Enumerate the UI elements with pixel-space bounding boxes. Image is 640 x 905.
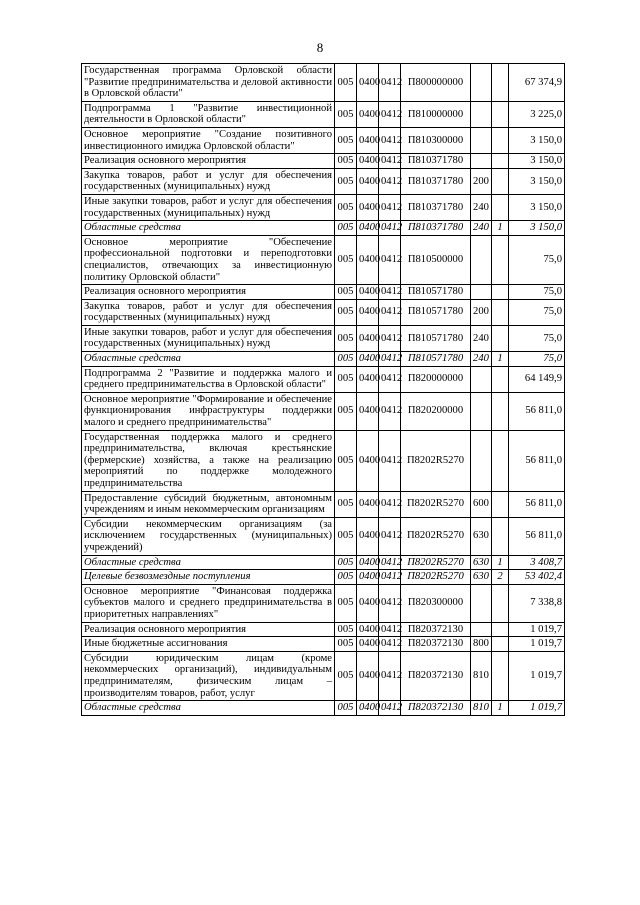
amount-cell: 3 150,0 <box>509 127 565 153</box>
target-article-cell: П800000000 <box>401 64 471 102</box>
expense-type-cell <box>471 622 492 637</box>
subsection-code-cell: 0412 <box>379 555 401 570</box>
ministry-code-cell: 005 <box>335 555 357 570</box>
funding-source-cell <box>492 101 509 127</box>
subsection-code-cell: 0412 <box>379 299 401 325</box>
section-code-cell: 0400 <box>357 701 379 716</box>
amount-cell: 3 150,0 <box>509 221 565 236</box>
amount-cell: 75,0 <box>509 325 565 351</box>
page-number: 8 <box>316 40 324 55</box>
expense-type-cell: 200 <box>471 299 492 325</box>
table-row <box>82 701 565 716</box>
funding-source-cell <box>492 168 509 194</box>
subsection-code-cell: 0412 <box>379 570 401 585</box>
table-row <box>82 491 565 517</box>
section-code-cell: 0400 <box>357 325 379 351</box>
section-code-cell: 0400 <box>357 366 379 392</box>
table-row <box>82 517 565 555</box>
funding-source-cell: 2 <box>492 570 509 585</box>
section-code-cell: 0400 <box>357 235 379 284</box>
ministry-code-cell: 005 <box>335 491 357 517</box>
row-name-cell: Областные средства <box>82 221 335 236</box>
expense-type-cell <box>471 154 492 169</box>
expense-type-cell: 240 <box>471 325 492 351</box>
table-row <box>82 392 565 430</box>
expense-type-cell: 240 <box>471 221 492 236</box>
table-row <box>82 570 565 585</box>
row-name-cell: Подпрограмма 1 "Развитие инвестиционной деятельности в Орловской области" <box>82 101 335 127</box>
row-name-cell: Реализация основного мероприятия <box>82 285 335 300</box>
target-article-cell: П8202R5270 <box>401 430 471 491</box>
row-name-cell: Закупка товаров, работ и услуг для обеспечения государственных (муниципальных) нужд <box>82 168 335 194</box>
ministry-code-cell: 005 <box>335 352 357 367</box>
subsection-code-cell: 0412 <box>379 517 401 555</box>
target-article-cell: П810571780 <box>401 299 471 325</box>
target-article-cell: П8202R5270 <box>401 570 471 585</box>
table-row <box>82 194 565 220</box>
table-row <box>82 235 565 284</box>
ministry-code-cell: 005 <box>335 637 357 652</box>
row-name-cell: Иные закупки товаров, работ и услуг для обеспечения государственных (муниципальных) нужд <box>82 194 335 220</box>
row-name-cell: Реализация основного мероприятия <box>82 154 335 169</box>
amount-cell: 1 019,7 <box>509 622 565 637</box>
row-name-cell: Субсидии некоммерческим организациям (за исключением государственных (муниципальных) учреждений) <box>82 517 335 555</box>
amount-cell: 75,0 <box>509 299 565 325</box>
amount-cell: 1 019,7 <box>509 651 565 700</box>
ministry-code-cell: 005 <box>335 366 357 392</box>
funding-source-cell <box>492 325 509 351</box>
funding-source-cell: 1 <box>492 352 509 367</box>
expense-type-cell <box>471 392 492 430</box>
row-name-cell: Основное мероприятие "Создание позитивного инвестиционного имиджа Орловской области" <box>82 127 335 153</box>
ministry-code-cell: 005 <box>335 101 357 127</box>
amount-cell: 56 811,0 <box>509 430 565 491</box>
table-row <box>82 221 565 236</box>
section-code-cell: 0400 <box>357 299 379 325</box>
funding-source-cell: 1 <box>492 701 509 716</box>
amount-cell: 67 374,9 <box>509 64 565 102</box>
section-code-cell: 0400 <box>357 221 379 236</box>
row-name-cell: Предоставление субсидий бюджетным, автономным учреждениям и иным некоммерческим организациям <box>82 491 335 517</box>
row-name-cell: Областные средства <box>82 352 335 367</box>
section-code-cell: 0400 <box>357 392 379 430</box>
section-code-cell: 0400 <box>357 637 379 652</box>
amount-cell: 3 225,0 <box>509 101 565 127</box>
row-name-cell: Закупка товаров, работ и услуг для обеспечения государственных (муниципальных) нужд <box>82 299 335 325</box>
target-article-cell: П820372130 <box>401 637 471 652</box>
amount-cell: 53 402,4 <box>509 570 565 585</box>
subsection-code-cell: 0412 <box>379 101 401 127</box>
budget-table <box>81 63 565 716</box>
expense-type-cell <box>471 366 492 392</box>
amount-cell: 75,0 <box>509 352 565 367</box>
ministry-code-cell: 005 <box>335 570 357 585</box>
expense-type-cell <box>471 430 492 491</box>
amount-cell: 7 338,8 <box>509 584 565 622</box>
table-row <box>82 285 565 300</box>
budget-table-body <box>82 64 565 716</box>
target-article-cell: П810371780 <box>401 168 471 194</box>
target-article-cell: П810571780 <box>401 325 471 351</box>
amount-cell: 3 150,0 <box>509 154 565 169</box>
target-article-cell: П810571780 <box>401 285 471 300</box>
target-article-cell: П820372130 <box>401 701 471 716</box>
section-code-cell: 0400 <box>357 154 379 169</box>
target-article-cell: П810371780 <box>401 194 471 220</box>
target-article-cell: П8202R5270 <box>401 555 471 570</box>
funding-source-cell <box>492 637 509 652</box>
ministry-code-cell: 005 <box>335 584 357 622</box>
subsection-code-cell: 0412 <box>379 430 401 491</box>
section-code-cell: 0400 <box>357 194 379 220</box>
table-row <box>82 154 565 169</box>
section-code-cell: 0400 <box>357 622 379 637</box>
section-code-cell: 0400 <box>357 570 379 585</box>
funding-source-cell <box>492 392 509 430</box>
table-row <box>82 168 565 194</box>
ministry-code-cell: 005 <box>335 64 357 102</box>
expense-type-cell <box>471 285 492 300</box>
expense-type-cell <box>471 584 492 622</box>
row-name-cell: Основное мероприятие "Финансовая поддержка субъектов малого и среднего предпринимательства в приоритетных направлениях" <box>82 584 335 622</box>
ministry-code-cell: 005 <box>335 701 357 716</box>
amount-cell: 3 150,0 <box>509 194 565 220</box>
subsection-code-cell: 0412 <box>379 701 401 716</box>
row-name-cell: Основное мероприятие "Обеспечение профессиональной подготовки и переподготовки специалистов, отвечающих за инвестиционную политику Орловской области" <box>82 235 335 284</box>
expense-type-cell <box>471 127 492 153</box>
ministry-code-cell: 005 <box>335 154 357 169</box>
amount-cell: 64 149,9 <box>509 366 565 392</box>
funding-source-cell <box>492 491 509 517</box>
target-article-cell: П820372130 <box>401 651 471 700</box>
funding-source-cell <box>492 517 509 555</box>
funding-source-cell <box>492 430 509 491</box>
target-article-cell: П820372130 <box>401 622 471 637</box>
table-row <box>82 64 565 102</box>
subsection-code-cell: 0412 <box>379 325 401 351</box>
table-row <box>82 352 565 367</box>
ministry-code-cell: 005 <box>335 325 357 351</box>
target-article-cell: П820000000 <box>401 366 471 392</box>
subsection-code-cell: 0412 <box>379 285 401 300</box>
target-article-cell: П810371780 <box>401 221 471 236</box>
expense-type-cell: 810 <box>471 701 492 716</box>
expense-type-cell: 600 <box>471 491 492 517</box>
subsection-code-cell: 0412 <box>379 651 401 700</box>
target-article-cell: П810300000 <box>401 127 471 153</box>
ministry-code-cell: 005 <box>335 127 357 153</box>
funding-source-cell <box>492 299 509 325</box>
subsection-code-cell: 0412 <box>379 194 401 220</box>
ministry-code-cell: 005 <box>335 299 357 325</box>
funding-source-cell <box>492 584 509 622</box>
ministry-code-cell: 005 <box>335 235 357 284</box>
amount-cell: 1 019,7 <box>509 701 565 716</box>
ministry-code-cell: 005 <box>335 392 357 430</box>
funding-source-cell <box>492 235 509 284</box>
target-article-cell: П820300000 <box>401 584 471 622</box>
expense-type-cell: 810 <box>471 651 492 700</box>
amount-cell: 75,0 <box>509 235 565 284</box>
ministry-code-cell: 005 <box>335 517 357 555</box>
funding-source-cell <box>492 622 509 637</box>
expense-type-cell <box>471 64 492 102</box>
funding-source-cell <box>492 651 509 700</box>
expense-type-cell: 200 <box>471 168 492 194</box>
target-article-cell: П8202R5270 <box>401 517 471 555</box>
expense-type-cell: 240 <box>471 352 492 367</box>
subsection-code-cell: 0412 <box>379 392 401 430</box>
row-name-cell: Иные бюджетные ассигнования <box>82 637 335 652</box>
table-row <box>82 325 565 351</box>
ministry-code-cell: 005 <box>335 221 357 236</box>
section-code-cell: 0400 <box>357 64 379 102</box>
table-row <box>82 430 565 491</box>
subsection-code-cell: 0412 <box>379 366 401 392</box>
subsection-code-cell: 0412 <box>379 584 401 622</box>
row-name-cell: Целевые безвозмездные поступления <box>82 570 335 585</box>
table-row <box>82 651 565 700</box>
expense-type-cell: 800 <box>471 637 492 652</box>
row-name-cell: Государственная поддержка малого и среднего предпринимательства, включая крестьянские (фермерские) хозяйства, а также на реализацию мероприятий по поддержке молодежного предпринимательства <box>82 430 335 491</box>
subsection-code-cell: 0412 <box>379 127 401 153</box>
subsection-code-cell: 0412 <box>379 168 401 194</box>
target-article-cell: П810500000 <box>401 235 471 284</box>
section-code-cell: 0400 <box>357 168 379 194</box>
ministry-code-cell: 005 <box>335 651 357 700</box>
expense-type-cell <box>471 235 492 284</box>
table-row <box>82 637 565 652</box>
subsection-code-cell: 0412 <box>379 352 401 367</box>
funding-source-cell <box>492 366 509 392</box>
row-name-cell: Областные средства <box>82 701 335 716</box>
target-article-cell: П820200000 <box>401 392 471 430</box>
amount-cell: 3 408,7 <box>509 555 565 570</box>
table-row <box>82 366 565 392</box>
section-code-cell: 0400 <box>357 352 379 367</box>
amount-cell: 3 150,0 <box>509 168 565 194</box>
subsection-code-cell: 0412 <box>379 491 401 517</box>
row-name-cell: Подпрограмма 2 "Развитие и поддержка малого и среднего предпринимательства в Орловской области" <box>82 366 335 392</box>
target-article-cell: П810371780 <box>401 154 471 169</box>
row-name-cell: Субсидии юридическим лицам (кроме некоммерческих организаций), индивидуальным предпринимателям, физическим лицам – производителям товаров, работ, услуг <box>82 651 335 700</box>
target-article-cell: П810571780 <box>401 352 471 367</box>
funding-source-cell <box>492 154 509 169</box>
funding-source-cell <box>492 285 509 300</box>
subsection-code-cell: 0412 <box>379 235 401 284</box>
table-row <box>82 622 565 637</box>
funding-source-cell: 1 <box>492 221 509 236</box>
ministry-code-cell: 005 <box>335 168 357 194</box>
row-name-cell: Государственная программа Орловской области "Развитие предпринимательства и деловой активности в Орловской области" <box>82 64 335 102</box>
amount-cell: 56 811,0 <box>509 517 565 555</box>
section-code-cell: 0400 <box>357 555 379 570</box>
subsection-code-cell: 0412 <box>379 154 401 169</box>
ministry-code-cell: 005 <box>335 622 357 637</box>
ministry-code-cell: 005 <box>335 285 357 300</box>
expense-type-cell: 630 <box>471 570 492 585</box>
table-row <box>82 127 565 153</box>
section-code-cell: 0400 <box>357 101 379 127</box>
amount-cell: 56 811,0 <box>509 392 565 430</box>
target-article-cell: П8202R5270 <box>401 491 471 517</box>
section-code-cell: 0400 <box>357 491 379 517</box>
section-code-cell: 0400 <box>357 584 379 622</box>
funding-source-cell <box>492 127 509 153</box>
table-row <box>82 299 565 325</box>
table-row <box>82 101 565 127</box>
expense-type-cell: 630 <box>471 555 492 570</box>
section-code-cell: 0400 <box>357 127 379 153</box>
expense-type-cell: 240 <box>471 194 492 220</box>
section-code-cell: 0400 <box>357 430 379 491</box>
expense-type-cell: 630 <box>471 517 492 555</box>
row-name-cell: Реализация основного мероприятия <box>82 622 335 637</box>
section-code-cell: 0400 <box>357 285 379 300</box>
subsection-code-cell: 0412 <box>379 64 401 102</box>
amount-cell: 75,0 <box>509 285 565 300</box>
section-code-cell: 0400 <box>357 651 379 700</box>
ministry-code-cell: 005 <box>335 194 357 220</box>
section-code-cell: 0400 <box>357 517 379 555</box>
table-row <box>82 555 565 570</box>
ministry-code-cell: 005 <box>335 430 357 491</box>
row-name-cell: Областные средства <box>82 555 335 570</box>
amount-cell: 56 811,0 <box>509 491 565 517</box>
funding-source-cell <box>492 194 509 220</box>
table-row <box>82 584 565 622</box>
funding-source-cell: 1 <box>492 555 509 570</box>
row-name-cell: Иные закупки товаров, работ и услуг для обеспечения государственных (муниципальных) нужд <box>82 325 335 351</box>
subsection-code-cell: 0412 <box>379 637 401 652</box>
target-article-cell: П810000000 <box>401 101 471 127</box>
funding-source-cell <box>492 64 509 102</box>
subsection-code-cell: 0412 <box>379 221 401 236</box>
amount-cell: 1 019,7 <box>509 637 565 652</box>
subsection-code-cell: 0412 <box>379 622 401 637</box>
expense-type-cell <box>471 101 492 127</box>
row-name-cell: Основное мероприятие "Формирование и обеспечение функционирования инфраструктуры поддержки малого и среднего предпринимательства" <box>82 392 335 430</box>
